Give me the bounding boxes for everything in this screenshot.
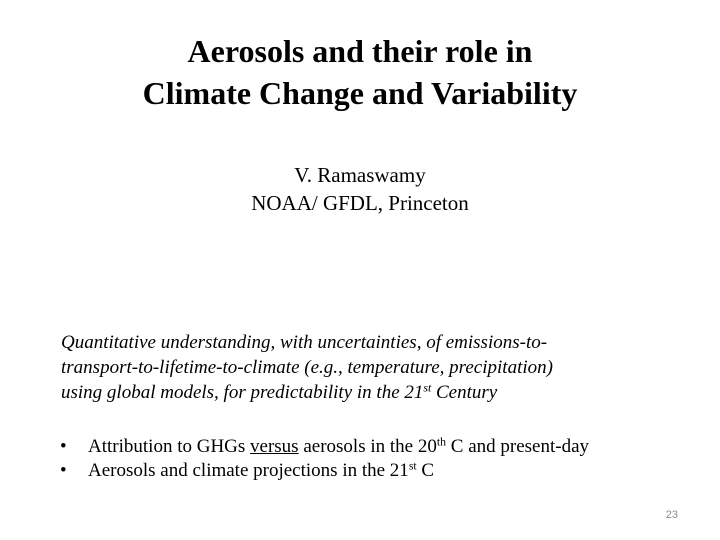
- paragraph-line-1: Quantitative understanding, with uncertainties, of emissions-to-: [61, 332, 548, 353]
- bullet-list: [60, 435, 710, 483]
- bullet-text-part: aerosols in the 20: [298, 436, 437, 457]
- bullet-icon: •: [60, 460, 67, 481]
- paragraph-line-3-ending: Century: [431, 382, 498, 403]
- author-affiliation: NOAA/ GFDL, Princeton: [251, 191, 469, 215]
- bullet-text-part: C and present-day: [446, 436, 589, 457]
- bullet-text-part: Attribution to GHGs: [88, 436, 251, 457]
- bullet-superscript: st: [408, 459, 417, 473]
- slide-title: [0, 30, 720, 114]
- underlined-word: versus: [250, 436, 299, 457]
- author-block: [0, 161, 720, 217]
- bullet-text-part: C: [416, 460, 435, 481]
- summary-paragraph: [61, 330, 701, 405]
- paragraph-line-3-text: using global models, for predictability in the 21: [61, 382, 424, 403]
- paragraph-line-3: [61, 380, 701, 405]
- paragraph-line-2: transport-to-lifetime-to-climate (e.g., temperature, precipitation): [61, 357, 553, 378]
- bullet-item-attribution: [60, 435, 710, 459]
- bullet-superscript: th: [436, 435, 447, 449]
- author-name: V. Ramaswamy: [294, 163, 426, 187]
- page-number: 23: [665, 509, 678, 521]
- bullet-text: [88, 459, 434, 483]
- bullet-text: [88, 435, 589, 459]
- title-line-2: Climate Change and Variability: [142, 75, 578, 111]
- title-line-1: Aerosols and their role in: [187, 33, 533, 69]
- bullet-text-part: Aerosols and climate projections in the 21: [88, 460, 409, 481]
- bullet-icon: •: [60, 436, 67, 457]
- bullet-item-projections: [60, 459, 710, 483]
- paragraph-line-3-superscript: st: [423, 381, 432, 395]
